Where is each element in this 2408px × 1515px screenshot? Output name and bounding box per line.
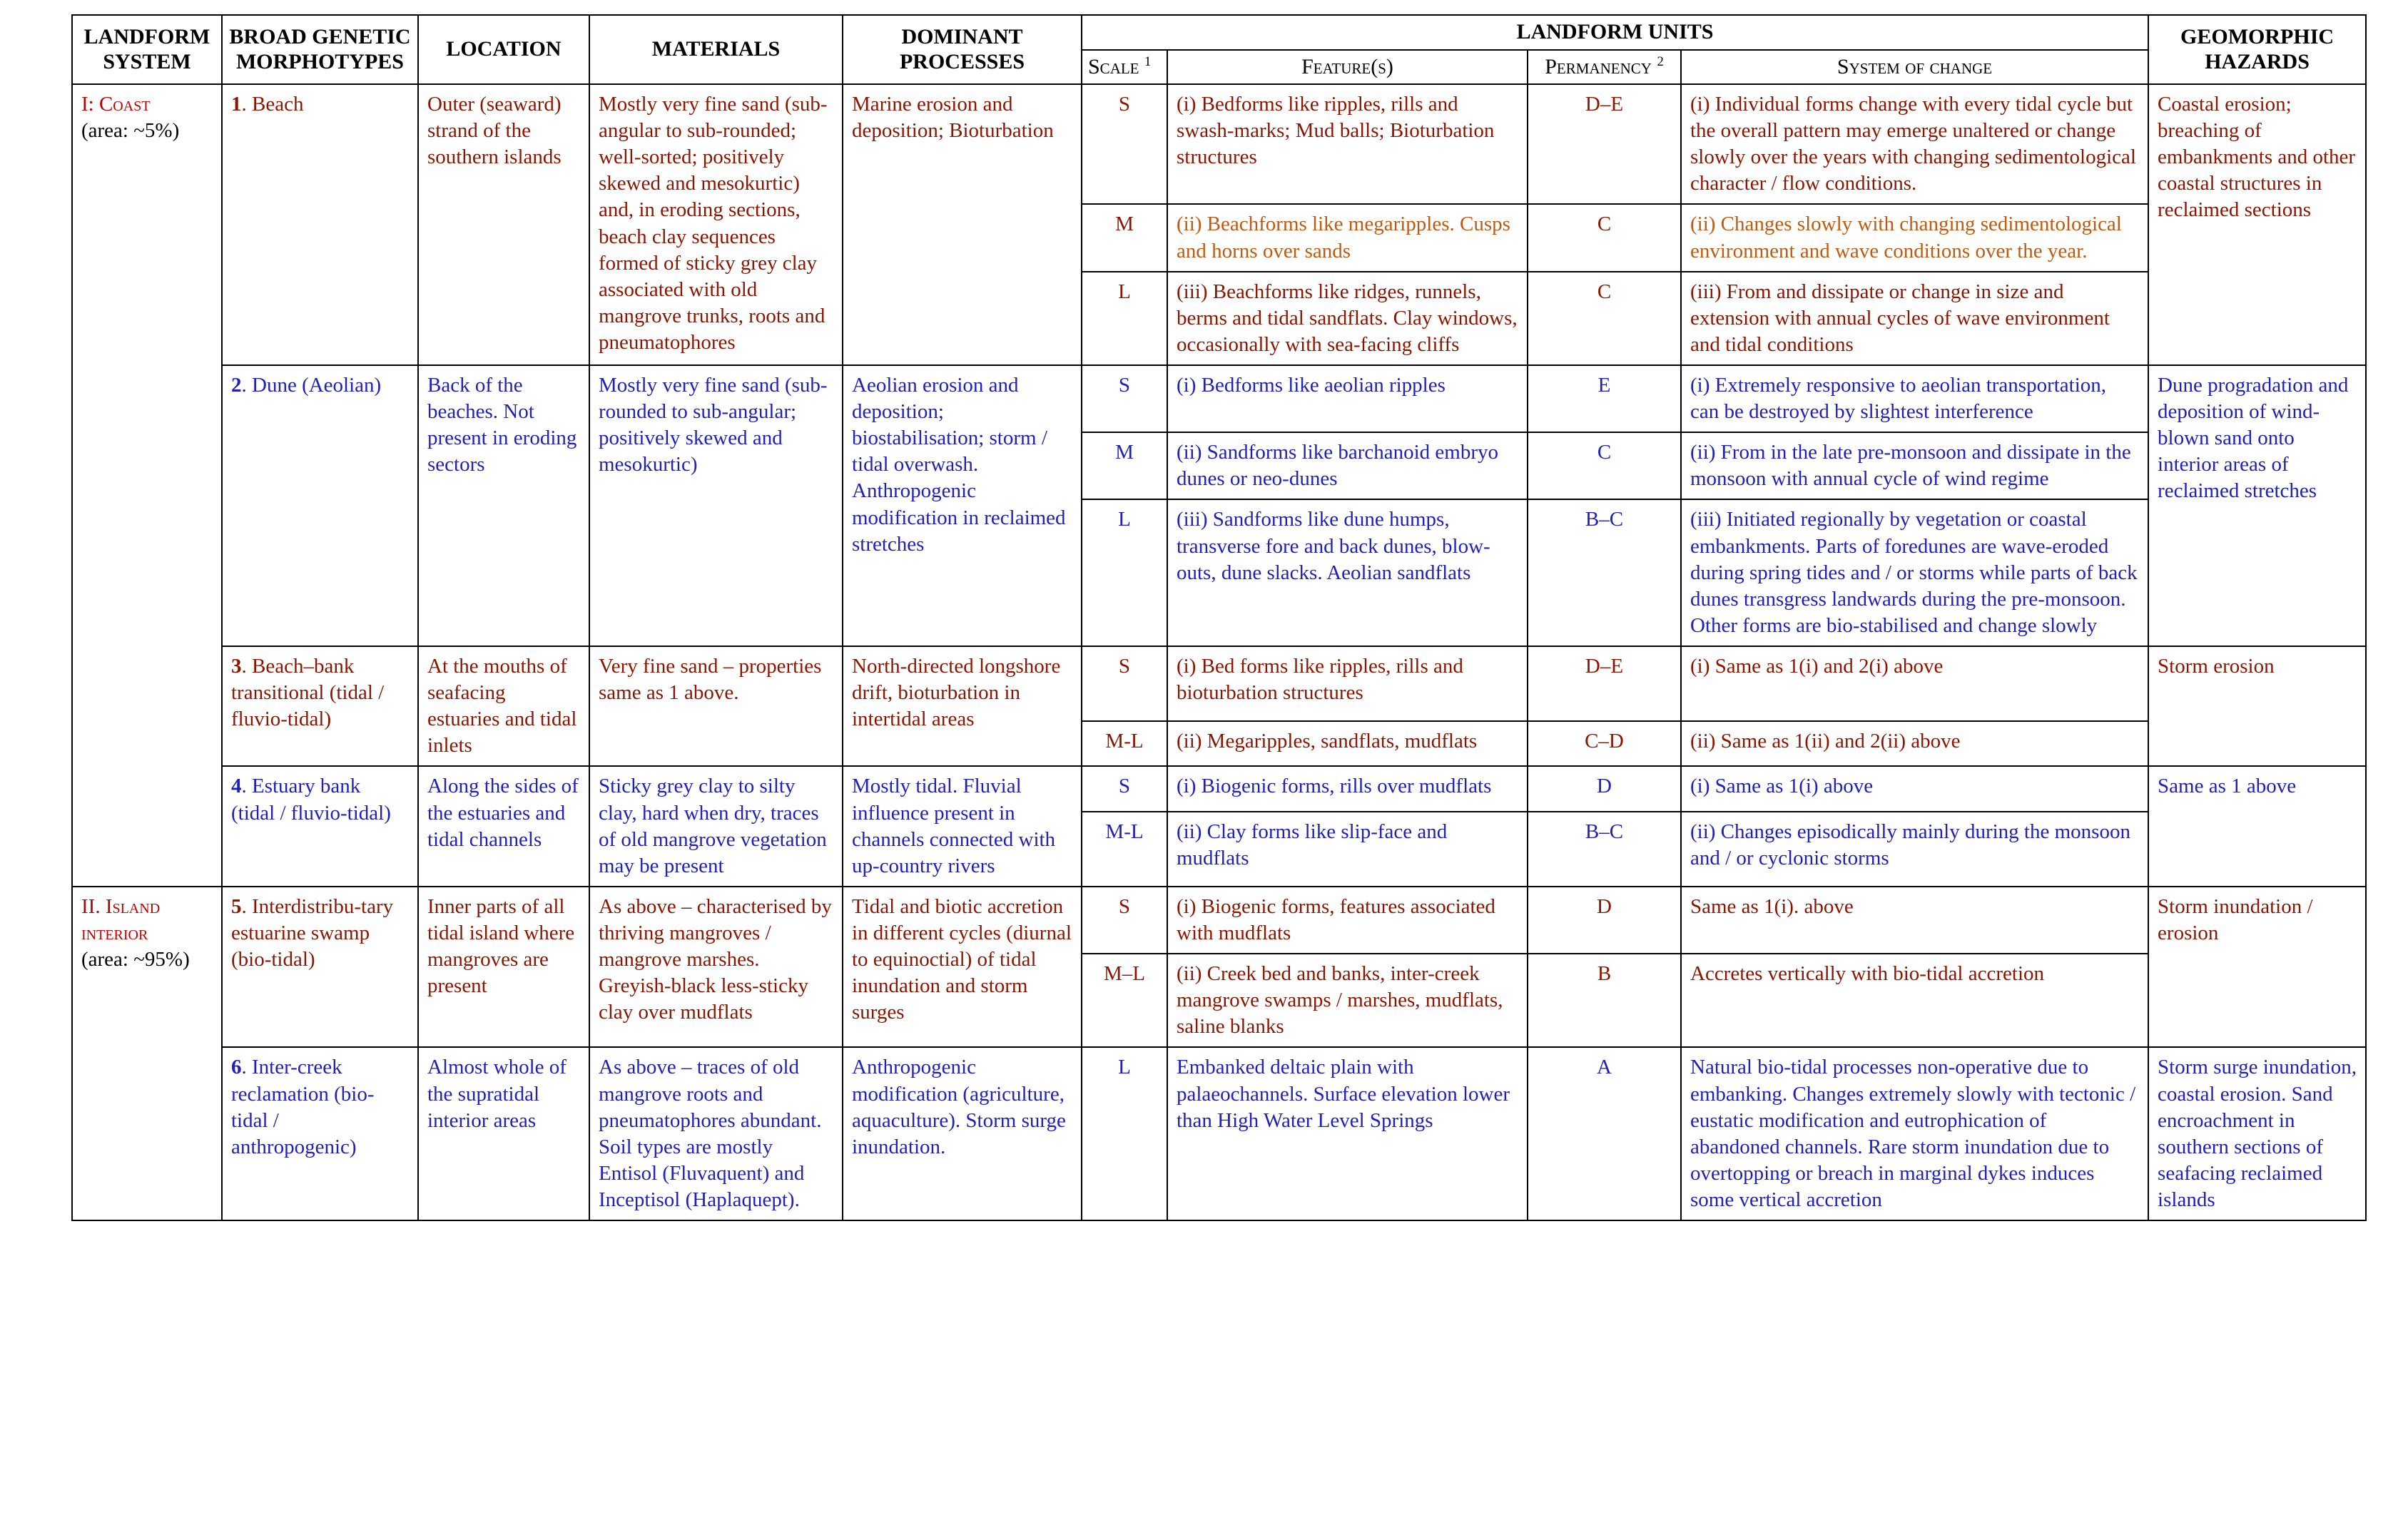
system-of-change-cell: (iii) Initiated regionally by vegetation or coastal embankments. Parts of foredunes are wave-eroded during spring tides and / or storms while parts of back dunes transgress landwards during the pre-monsoon. Other forms are bio-stabilised and change slowly [1681,499,2148,646]
morphotype-number: 3 [231,654,242,678]
permanency-cell: B–C [1528,499,1681,646]
materials-cell-2: Mostly very fine sand (sub-rounded to sub-angular; positively skewed and mesokurtic) [589,365,843,646]
morphotype-cell-5 [222,887,418,1048]
scale-cell: L [1082,499,1167,646]
feature-cell: (i) Bed forms like ripples, rills and bioturbation structures [1167,646,1528,721]
permanency-cell: C–D [1528,721,1681,767]
scale-cell: M [1082,204,1167,271]
processes-cell-6: Anthropogenic modification (agriculture, aquaculture). Storm surge inundation. [843,1047,1082,1220]
permanency-cell: E [1528,365,1681,432]
system-of-change-cell: Accretes vertically with bio-tidal accretion [1681,954,2148,1047]
morphotype-name: . Interdistribu-tary estuarine swamp (bio-tidal) [231,894,394,971]
feature-cell: (iii) Beachforms like ridges, runnels, berms and tidal sandflats. Clay windows, occasionally with sea-facing cliffs [1167,272,1528,365]
table-row [72,766,2366,812]
feature-cell: (i) Bedforms like ripples, rills and swash-marks; Mud balls; Bioturbation structures [1167,84,1528,204]
materials-cell-3: Very fine sand – properties same as 1 above. [589,646,843,766]
hazards-cell-4: Same as 1 above [2148,766,2366,886]
permanency-cell: C [1528,272,1681,365]
materials-cell-1: Mostly very fine sand (sub-angular to sub-rounded; well-sorted; positively skewed and mesokurtic) and, in eroding sections, beach clay sequences formed of sticky grey clay associated with old mangrove trunks, roots and pneumatophores [589,84,843,365]
system-of-change-cell: (ii) From in the late pre-monsoon and dissipate in the monsoon with annual cycle of wind regime [1681,432,2148,499]
system-of-change-cell: (iii) From and dissipate or change in size and extension with annual cycles of wave environment and tidal conditions [1681,272,2148,365]
materials-cell-6: As above – traces of old mangrove roots and pneumatophores abundant. Soil types are mostly Entisol (Fluvaquent) and Inceptisol (Haplaquept). [589,1047,843,1220]
morphotype-name: . Dune (Aeolian) [241,373,382,397]
morphotype-cell-3 [222,646,418,766]
feature-cell: (i) Biogenic forms, features associated with mudflats [1167,887,1528,954]
processes-cell-2: Aeolian erosion and deposition; biostabilisation; storm / tidal overwash. Anthropogenic modification in reclaimed stretches [843,365,1082,646]
morphotype-name: . Inter-creek reclamation (bio-tidal / anthropogenic) [231,1056,375,1158]
scale-cell: S [1082,84,1167,204]
scale-cell: S [1082,646,1167,721]
system-of-change-cell: Same as 1(i). above [1681,887,2148,954]
permanency-cell: D [1528,887,1681,954]
col-header-geomorphic-hazards: GEOMORPHIC HAZARDS [2148,15,2366,84]
feature-cell: (i) Biogenic forms, rills over mudflats [1167,766,1528,812]
location-cell-2: Back of the beaches. Not present in eroding sectors [418,365,589,646]
permanency-cell: C [1528,204,1681,271]
feature-cell: (ii) Clay forms like slip-face and mudflats [1167,812,1528,887]
processes-cell-1: Marine erosion and deposition; Bioturbation [843,84,1082,365]
permanency-cell: B–C [1528,812,1681,887]
group-label-island-interior: II. Island interior [81,894,161,944]
permanency-cell: B [1528,954,1681,1047]
col-header-dominant-processes: DOMINANT PROCESSES [843,15,1082,84]
morphotype-name: . Estuary bank (tidal / fluvio-tidal) [231,775,391,825]
subheader-scale-label: Scale [1088,54,1139,78]
location-cell-1: Outer (seaward) strand of the southern islands [418,84,589,365]
permanency-cell: C [1528,432,1681,499]
location-cell-4: Along the sides of the estuaries and tidal channels [418,766,589,886]
hazards-cell-2: Dune progradation and deposition of wind-blown sand onto interior areas of reclaimed stretches [2148,365,2366,646]
hazards-cell-5: Storm inundation / erosion [2148,887,2366,1048]
morphotype-number: 5 [231,894,242,918]
feature-cell: (ii) Creek bed and banks, inter-creek mangrove swamps / marshes, mudflats, saline blanks [1167,954,1528,1047]
feature-cell: (ii) Sandforms like barchanoid embryo dunes or neo-dunes [1167,432,1528,499]
scale-cell: S [1082,887,1167,954]
morphotype-cell-4 [222,766,418,886]
scale-cell: M [1082,432,1167,499]
hazards-cell-3: Storm erosion [2148,646,2366,766]
scale-cell: S [1082,365,1167,432]
group-area-coast: (area: ~5%) [81,119,180,143]
group-area-island-interior: (area: ~95%) [81,948,190,971]
system-of-change-cell: Natural bio-tidal processes non-operative due to embanking. Changes extremely slowly with tectonic / eustatic modification and eutrophication of abandoned channels. Rare storm inundation due to overtopping or breach in marginal dykes induces some vertical accretion [1681,1047,2148,1220]
subheader-scale [1082,50,1167,85]
header-row-1 [72,15,2366,50]
system-of-change-cell: (i) Same as 1(i) and 2(i) above [1681,646,2148,721]
morphotype-name: . Beach–bank transitional (tidal / fluvio-tidal) [231,654,385,731]
subheader-permanency [1528,50,1681,85]
system-of-change-cell: (i) Extremely responsive to aeolian transportation, can be destroyed by slightest interference [1681,365,2148,432]
scale-footnote-marker: 1 [1144,53,1152,69]
subheader-permanency-label: Permanency [1545,54,1652,78]
morphotype-number: 6 [231,1056,242,1079]
morphotype-name: . Beach [241,93,304,116]
feature-cell: Embanked deltaic plain with palaeochannels. Surface elevation lower than High Water Level Springs [1167,1047,1528,1220]
table-row [72,84,2366,204]
landform-classification-table [71,14,2367,1221]
morphotype-number: 1 [231,93,242,116]
feature-cell: (ii) Beachforms like megaripples. Cusps and horns over sands [1167,204,1528,271]
scale-cell: S [1082,766,1167,812]
scale-cell: M–L [1082,954,1167,1047]
system-of-change-cell: (ii) Changes episodically mainly during the monsoon and / or cyclonic storms [1681,812,2148,887]
scale-cell: M-L [1082,721,1167,767]
materials-cell-4: Sticky grey clay to silty clay, hard when dry, traces of old mangrove vegetation may be present [589,766,843,886]
landform-system-cell-coast [72,84,222,887]
landform-system-cell-island-interior [72,887,222,1220]
system-of-change-cell: (i) Same as 1(i) above [1681,766,2148,812]
hazards-cell-1: Coastal erosion; breaching of embankments and other coastal structures in reclaimed sections [2148,84,2366,365]
table-row [72,646,2366,721]
table-row [72,887,2366,954]
hazards-cell-6: Storm surge inundation, coastal erosion. Sand encroachment in southern sections of seafacing reclaimed islands [2148,1047,2366,1220]
processes-cell-4: Mostly tidal. Fluvial influence present in channels connected with up-country rivers [843,766,1082,886]
table-row [72,1047,2366,1220]
subheader-system-of-change: System of change [1681,50,2148,85]
group-label-coast: I: Coast [81,93,151,116]
location-cell-6: Almost whole of the supratidal interior areas [418,1047,589,1220]
col-header-materials: MATERIALS [589,15,843,84]
permanency-cell: D–E [1528,646,1681,721]
col-header-landform-system: LANDFORM SYSTEM [72,15,222,84]
materials-cell-5: As above – characterised by thriving mangroves / mangrove marshes. Greyish-black less-sticky clay over mudflats [589,887,843,1048]
permanency-footnote-marker: 2 [1657,53,1664,69]
processes-cell-5: Tidal and biotic accretion in different cycles (diurnal to equinoctial) of tidal inundation and storm surges [843,887,1082,1048]
morphotype-number: 4 [231,775,242,798]
col-header-broad-genetic-morphotypes: BROAD GENETIC MORPHOTYPES [222,15,418,84]
morphotype-cell-1 [222,84,418,365]
subheader-features: Feature(s) [1167,50,1528,85]
col-header-landform-units: LANDFORM UNITS [1082,15,2148,50]
permanency-cell: D [1528,766,1681,812]
feature-cell: (ii) Megaripples, sandflats, mudflats [1167,721,1528,767]
system-of-change-cell: (i) Individual forms change with every tidal cycle but the overall pattern may emerge unaltered or change slowly over the years with changing sedimentological character / flow conditions. [1681,84,2148,204]
feature-cell: (i) Bedforms like aeolian ripples [1167,365,1528,432]
col-header-location: LOCATION [418,15,589,84]
feature-cell: (iii) Sandforms like dune humps, transverse fore and back dunes, blow-outs, dune slacks. Aeolian sandflats [1167,499,1528,646]
morphotype-cell-2 [222,365,418,646]
table-row [72,365,2366,432]
scale-cell: L [1082,272,1167,365]
permanency-cell: D–E [1528,84,1681,204]
scale-cell: M-L [1082,812,1167,887]
system-of-change-cell: (ii) Same as 1(ii) and 2(ii) above [1681,721,2148,767]
permanency-cell: A [1528,1047,1681,1220]
scale-cell: L [1082,1047,1167,1220]
morphotype-number: 2 [231,373,242,397]
morphotype-cell-6 [222,1047,418,1220]
location-cell-5: Inner parts of all tidal island where mangroves are present [418,887,589,1048]
system-of-change-cell: (ii) Changes slowly with changing sedimentological environment and wave conditions over the year. [1681,204,2148,271]
processes-cell-3: North-directed longshore drift, bioturbation in intertidal areas [843,646,1082,766]
location-cell-3: At the mouths of seafacing estuaries and tidal inlets [418,646,589,766]
